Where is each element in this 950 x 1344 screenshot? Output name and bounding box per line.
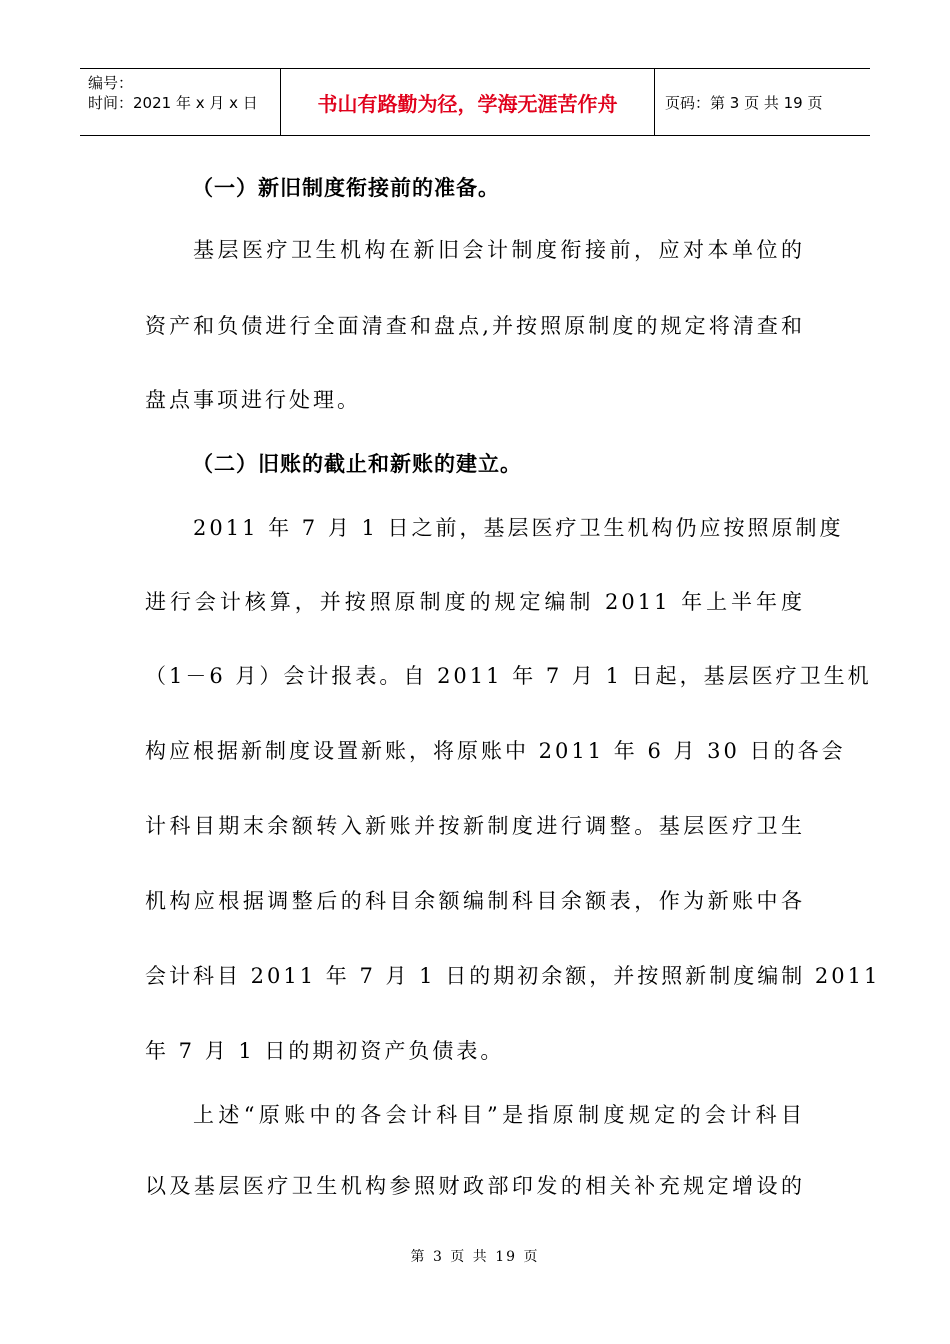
paragraph-line: 进行会计核算，并按照原制度的规定编制 2011 年上半年度 — [145, 590, 805, 614]
paragraph-line: （1－6 月）会计报表。自 2011 年 7 月 1 日起，基层医疗卫生机 — [145, 664, 872, 688]
paragraph-line: 盘点事项进行处理。 — [145, 388, 361, 412]
section-heading-2: （二）旧账的截止和新账的建立。 — [192, 452, 522, 476]
document-number-label: 编号： — [88, 74, 134, 92]
paragraph-line: 上述“原账中的各会计科目”是指原制度规定的会计科目 — [193, 1103, 805, 1127]
section-heading-1: （一）新旧制度衔接前的准备。 — [192, 176, 500, 200]
paragraph-line: 基层医疗卫生机构在新旧会计制度衔接前，应对本单位的 — [193, 238, 805, 262]
paragraph-line: 机构应根据调整后的科目余额编制科目余额表，作为新账中各 — [145, 889, 805, 913]
document-time-label: 时间：2021 年 x 月 x 日 — [88, 94, 258, 112]
header-page-info: 页码：第 3 页 共 19 页 — [665, 93, 823, 112]
paragraph-line: 2011 年 7 月 1 日之前，基层医疗卫生机构仍应按照原制度 — [193, 516, 844, 540]
paragraph-line: 会计科目 2011 年 7 月 1 日的期初余额，并按照新制度编制 2011 — [145, 964, 881, 988]
paragraph-line: 年 7 月 1 日的期初资产负债表。 — [145, 1039, 505, 1063]
paragraph-line: 资产和负债进行全面清查和盘点,并按照原制度的规定将清查和 — [145, 314, 805, 338]
paragraph-line: 构应根据新制度设置新账，将原账中 2011 年 6 月 30 日的各会 — [145, 739, 846, 763]
paragraph-line: 以及基层医疗卫生机构参照财政部印发的相关补充规定增设的 — [145, 1174, 805, 1198]
page-footer: 第 3 页 共 19 页 — [410, 1249, 540, 1265]
header-meta — [80, 69, 281, 135]
header-motto: 书山有路勤为径，学海无涯苦作舟 — [281, 69, 655, 135]
paragraph-line: 计科目期末余额转入新账并按新制度进行调整。基层医疗卫生 — [145, 814, 805, 838]
document-header — [80, 68, 870, 136]
